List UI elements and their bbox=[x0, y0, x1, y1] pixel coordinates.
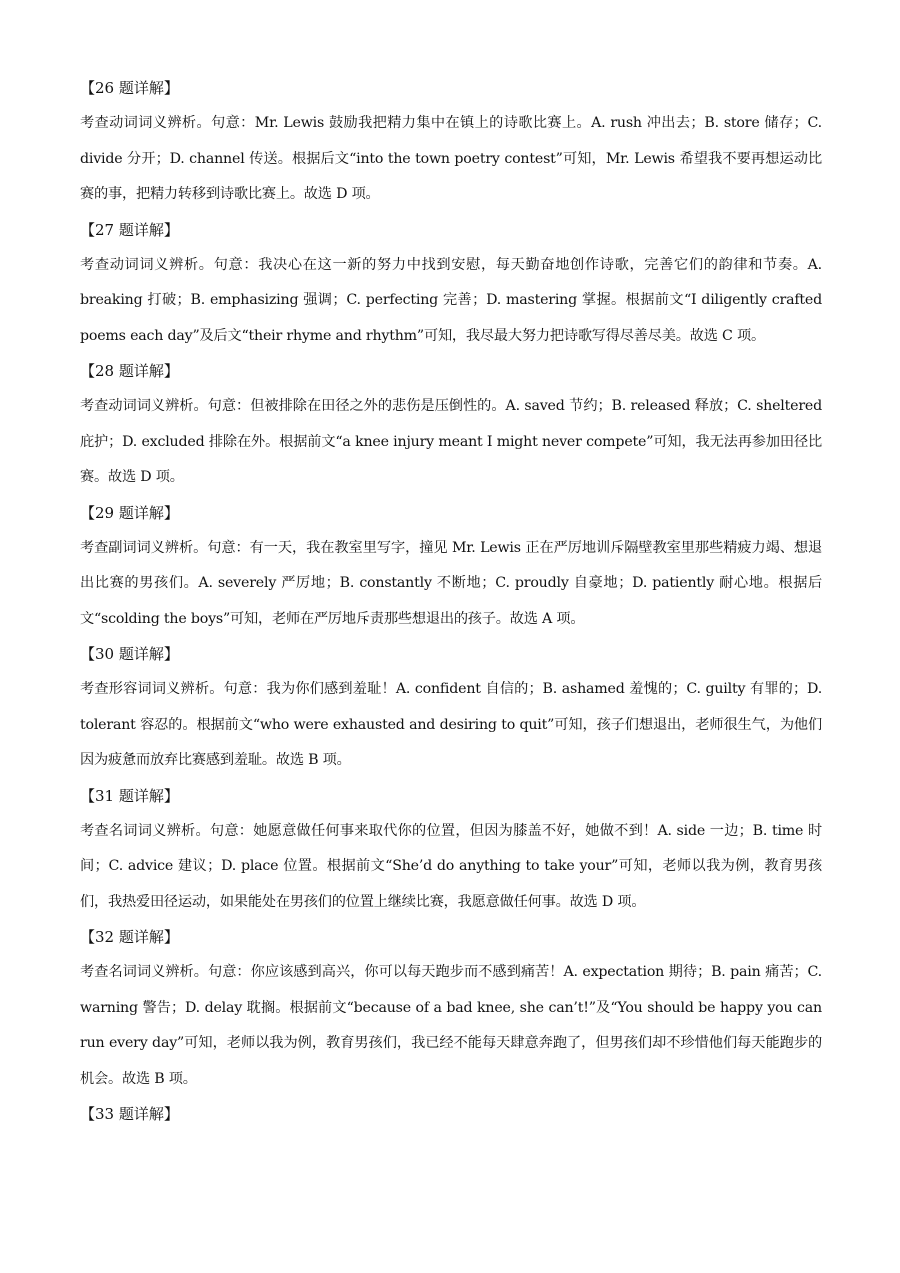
section-heading-26: 【26 题详解】 bbox=[80, 79, 179, 97]
section-body-29: 考查副词词义辨析。句意：有一天，我在教室里写字，撞见 Mr. Lewis 正在严厉地训斥隔壁教室里那些精疲力竭、想退出比赛的男孩们。A. severely 严厉地；B. constantly 不断地；C. proudly 自豪地；D. patiently 耐心地。根据后文“scolding the boys”可知，老师在严厉地斥责那些想退出的孩子。故选 A 项。 bbox=[80, 539, 822, 627]
section-body-32: 考查名词词义辨析。句意：你应该感到高兴，你可以每天跑步而不感到痛苦！A. expectation 期待；B. pain 痛苦；C. warning 警告；D. delay 耽搁。根据前文“because of a bad knee, she can’t!”及“You should be happy you can run every day”可知，老师以我为例，教育男孩们，我已经不能每天肆意奔跑了，但男孩们却不珍惜他们每天能跑步的机会。故选 B 项。 bbox=[80, 964, 822, 1087]
section-heading-31: 【31 题详解】 bbox=[80, 786, 179, 805]
section-heading-30: 【30 题详解】 bbox=[80, 645, 179, 663]
section-heading-29: 【29 题详解】 bbox=[80, 503, 179, 522]
section-body-31: 考查名词词义辨析。句意：她愿意做任何事来取代你的位置，但因为膝盖不好，她做不到！A. side 一边；B. time 时间；C. advice 建议；D. place 位置。根据前文“She’d do anything to take your”可知，老师以我为例，教育男孩们，我热爱田径运动，如果能处在男孩们的位置上继续比赛，我愿意做任何事。故选 D 项。 bbox=[80, 822, 822, 910]
section-body-26: 考查动词词义辨析。句意：Mr. Lewis 鼓励我把精力集中在镇上的诗歌比赛上。A. rush 冲出去；B. store 储存；C. divide 分开；D. channel 传送。根据后文“into the town poetry contest”可知，Mr. Lewis 希望我不要再想运动比赛的事，把精力转移到诗歌比赛上。故选 D 项。 bbox=[80, 115, 822, 202]
section-body-27: 考查动词词义辨析。句意：我决心在这一新的努力中找到安慰，每天勤奋地创作诗歌，完善它们的韵律和节奏。A. breaking 打破；B. emphasizing 强调；C. perfecting 完善；D. mastering 掌握。根据前文“I diligently crafted poems each day”及后文“their rhyme and rhythm”可知，我尽最大努力把诗歌写得尽善尽美。故选 C 项。 bbox=[80, 256, 822, 344]
section-body-28: 考查动词词义辨析。句意：但被排除在田径之外的悲伤是压倒性的。A. saved 节约；B. released 释放；C. sheltered 庇护；D. excluded 排除在外。根据前文“a knee injury meant I might never compete”可知，我无法再参加田径比赛。故选 D 项。 bbox=[80, 398, 822, 485]
section-heading-28: 【28 题详解】 bbox=[80, 362, 179, 380]
section-heading-32: 【32 题详解】 bbox=[80, 928, 179, 946]
document-page bbox=[80, 71, 822, 1132]
section-heading-27: 【27 题详解】 bbox=[80, 220, 179, 239]
section-heading-33: 【33 题详解】 bbox=[80, 1105, 179, 1123]
section-body-30: 考查形容词词义辨析。句意：我为你们感到羞耻！A. confident 自信的；B. ashamed 羞愧的；C. guilty 有罪的；D. tolerant 容忍的。根据前文“who were exhausted and desiring to quit”可知，孩子们想退出，老师很生气，为他们因为疲惫而放弃比赛感到羞耻。故选 B 项。 bbox=[80, 681, 822, 768]
